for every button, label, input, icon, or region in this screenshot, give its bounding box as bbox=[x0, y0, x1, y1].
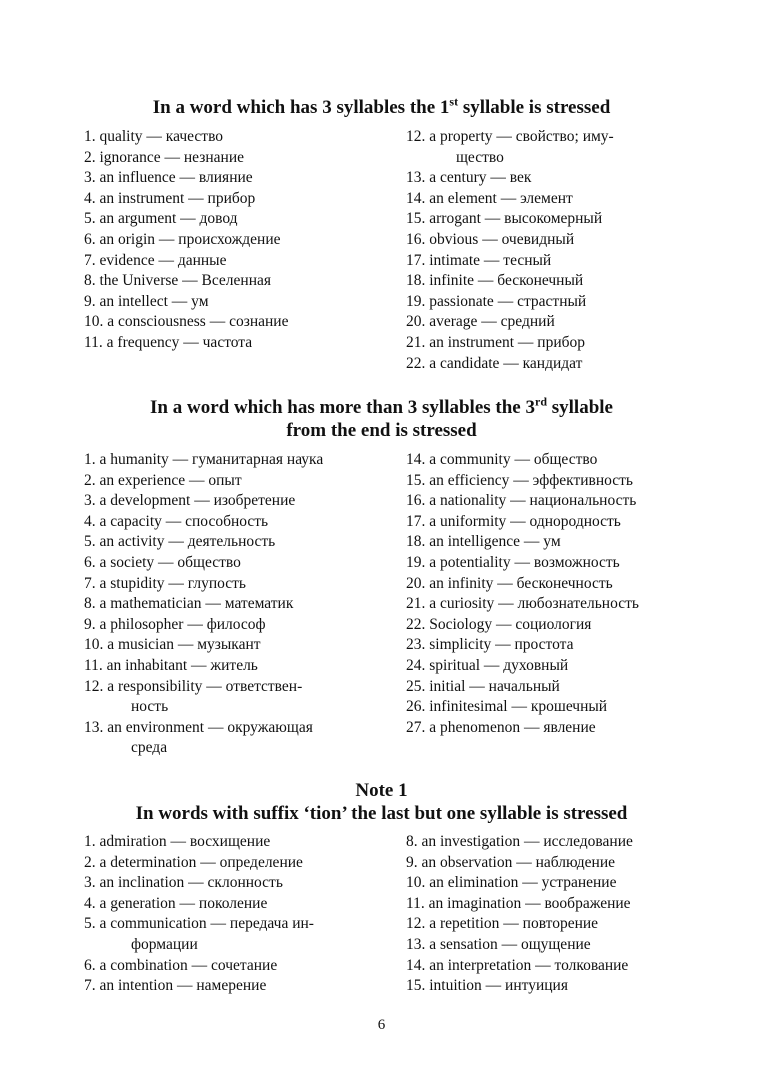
list-item: 11. an inhabitant — житель bbox=[84, 656, 258, 674]
list-item: 22. Sociology — социология bbox=[406, 615, 592, 633]
list-item: 14. an element — элемент bbox=[406, 189, 573, 207]
list-item: 18. an intelligence — ум bbox=[406, 533, 561, 551]
section1-title-superscript: st bbox=[449, 94, 459, 109]
list-item-continuation: среда bbox=[131, 739, 168, 757]
list-item: 11. an imagination — воображение bbox=[406, 894, 631, 912]
list-item: 12. a property — свойство; иму- bbox=[406, 128, 614, 145]
list-item: 16. obvious — очевидный bbox=[406, 230, 575, 248]
section2-left-list bbox=[84, 450, 404, 759]
section3-right-list bbox=[406, 832, 726, 997]
list-item: 24. spiritual — духовный bbox=[406, 656, 569, 674]
list-item: 1. admiration — восхищение bbox=[84, 833, 271, 850]
list-item: 14. a community — общество bbox=[406, 451, 598, 468]
list-item: 15. intuition — интуиция bbox=[406, 977, 568, 995]
list-item: 3. an influence — влияние bbox=[84, 169, 253, 187]
list-item: 8. an investigation — исследование bbox=[406, 833, 633, 850]
list-item: 15. arrogant — высокомерный bbox=[406, 210, 603, 228]
list-item: 19. a potentiality — возможность bbox=[406, 553, 620, 571]
list-item: 9. an observation — наблюдение bbox=[406, 853, 616, 871]
list-item: 14. an interpretation — толкование bbox=[406, 956, 629, 974]
list-item: 13. a century — век bbox=[406, 169, 532, 187]
list-item: 17. a uniformity — однородность bbox=[406, 512, 621, 530]
list-item: 20. average — средний bbox=[406, 313, 555, 331]
list-item: 18. infinite — бесконечный bbox=[406, 272, 584, 290]
list-item: 4. an instrument — прибор bbox=[84, 189, 256, 207]
list-item: 8. the Universe — Вселенная bbox=[84, 272, 272, 290]
list-item: 7. evidence — данные bbox=[84, 251, 227, 269]
list-item: 3. a development — изобретение bbox=[84, 492, 296, 510]
list-item: 2. an experience — опыт bbox=[84, 471, 242, 489]
list-item-continuation: щество bbox=[456, 148, 504, 166]
list-item: 1. quality — качество bbox=[84, 128, 224, 145]
section2-heading-line2: from the end is stressed bbox=[286, 420, 477, 441]
list-item: 26. infinitesimal — крошечный bbox=[406, 698, 608, 716]
list-item: 2. ignorance — незнание bbox=[84, 148, 244, 166]
list-item: 19. passionate — страстный bbox=[406, 292, 587, 310]
section1-left-list bbox=[84, 127, 404, 354]
section1-right-list bbox=[406, 127, 726, 374]
section1-heading bbox=[0, 94, 763, 119]
list-item: 8. a mathematician — математик bbox=[84, 595, 294, 613]
list-item: 9. a philosopher — философ bbox=[84, 615, 266, 633]
section3-left-list bbox=[84, 832, 404, 997]
list-item: 10. a consciousness — сознание bbox=[84, 313, 289, 331]
section1-title-suffix: syllable is stressed bbox=[458, 97, 611, 118]
list-item: 20. an infinity — бесконечность bbox=[406, 574, 613, 592]
list-item: 1. a humanity — гуманитарная наука bbox=[84, 451, 324, 468]
list-item: 6. an origin — происхождение bbox=[84, 230, 281, 248]
note-heading: Note 1 bbox=[355, 780, 408, 801]
page-number: 6 bbox=[377, 1017, 386, 1033]
list-item: 6. a society — общество bbox=[84, 553, 241, 571]
list-item: 2. a determination — определение bbox=[84, 853, 303, 871]
list-item: 22. a candidate — кандидат bbox=[406, 354, 583, 372]
section3-heading: In words with suffix ‘tion’ the last but one syllable is stressed bbox=[135, 803, 628, 824]
section2-title-suffix: syllable bbox=[547, 397, 613, 418]
list-item: 10. an elimination — устранение bbox=[406, 874, 617, 892]
list-item: 21. a curiosity — любознательность bbox=[406, 595, 639, 613]
list-item: 17. intimate — тесный bbox=[406, 251, 552, 269]
list-item: 12. a responsibility — ответствен- bbox=[84, 677, 303, 695]
list-item: 16. a nationality — национальность bbox=[406, 492, 637, 510]
list-item-continuation: ность bbox=[131, 698, 169, 716]
list-item: 9. an intellect — ум bbox=[84, 292, 209, 310]
list-item: 4. a capacity — способность bbox=[84, 512, 269, 530]
list-item: 5. an argument — довод bbox=[84, 210, 238, 228]
list-item: 12. a repetition — повторение bbox=[406, 915, 599, 933]
list-item: 13. a sensation — ощущение bbox=[406, 935, 591, 953]
list-item-continuation: формации bbox=[131, 935, 198, 953]
list-item: 7. an intention — намерение bbox=[84, 977, 267, 995]
list-item: 5. a communication — передача ин- bbox=[84, 915, 314, 933]
list-item: 10. a musician — музыкант bbox=[84, 636, 261, 654]
list-item: 5. an activity — деятельность bbox=[84, 533, 276, 551]
list-item: 11. a frequency — частота bbox=[84, 333, 253, 351]
list-item: 13. an environment — окружающая bbox=[84, 718, 313, 736]
list-item: 25. initial — начальный bbox=[406, 677, 560, 695]
list-item: 6. a combination — сочетание bbox=[84, 956, 278, 974]
section2-heading bbox=[0, 394, 763, 419]
list-item: 27. a phenomenon — явление bbox=[406, 718, 596, 736]
section2-title-superscript: rd bbox=[535, 394, 547, 409]
section2-title-text: In a word which has more than 3 syllables the 3 bbox=[150, 397, 535, 418]
list-item: 23. simplicity — простота bbox=[406, 636, 574, 654]
list-item: 3. an inclination — склонность bbox=[84, 874, 283, 892]
list-item: 7. a stupidity — глупость bbox=[84, 574, 246, 592]
list-item: 15. an efficiency — эффективность bbox=[406, 471, 633, 489]
list-item: 4. a generation — поколение bbox=[84, 894, 268, 912]
list-item: 21. an instrument — прибор bbox=[406, 333, 586, 351]
section2-right-list bbox=[406, 450, 726, 738]
section1-title-text: In a word which has 3 syllables the 1 bbox=[152, 97, 450, 118]
